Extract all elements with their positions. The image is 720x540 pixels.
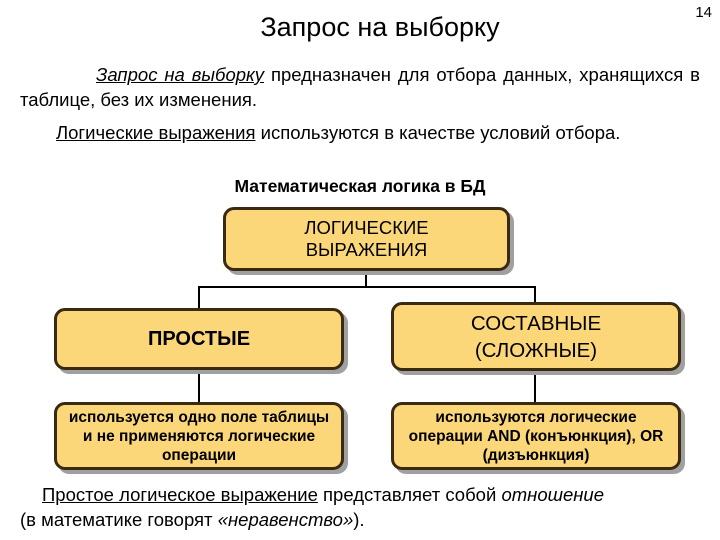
slide-number: 14 xyxy=(695,4,712,21)
node-compound-description-text: используются логические операции AND (конъюнкция), OR (дизъюнкция) xyxy=(408,408,664,464)
connector-compound-desc xyxy=(534,371,536,402)
connector-root-down xyxy=(365,271,367,287)
node-compound-description xyxy=(391,402,681,470)
node-root-line1: ЛОГИЧЕСКИЕ xyxy=(304,217,429,238)
paragraph3-text: представляет собой xyxy=(317,484,502,505)
paragraph-logical-expressions xyxy=(20,120,700,145)
node-compound-line2: (СЛОЖНЫЕ) xyxy=(474,338,598,362)
node-simple-description-text: используется одно поле таблицы и не применяются логические операции xyxy=(68,408,330,464)
paragraph3-line2-end: ). xyxy=(353,509,365,530)
page-title: Запрос на выборку xyxy=(260,12,500,42)
node-root-line2: ВЫРАЖЕНИЯ xyxy=(305,239,428,260)
term-select-query: Запрос на выборку xyxy=(96,64,265,85)
diagram-caption: Математическая логика в БД xyxy=(234,176,486,196)
paragraph-select-query xyxy=(20,62,700,112)
paragraph3-line2-start: (в математике говорят xyxy=(20,509,218,530)
paragraph-simple-expression xyxy=(20,482,700,532)
connector-simple-desc xyxy=(198,370,200,402)
connector-horizontal xyxy=(198,286,536,288)
term-inequality: «неравенство» xyxy=(217,509,354,530)
node-simple xyxy=(54,308,344,370)
connector-to-simple xyxy=(198,286,200,308)
paragraph1-text: предназначен для отбора данных, хранящихся в таблице, без их изменения. xyxy=(20,64,700,110)
term-logical-expressions: Логические выражения xyxy=(56,122,256,143)
term-relation: отношение xyxy=(501,484,605,505)
paragraph2-text: используются в качестве условий отбора. xyxy=(255,122,621,143)
node-simple-description xyxy=(54,402,344,470)
connector-to-compound xyxy=(534,286,536,302)
node-logical-expressions xyxy=(223,207,510,271)
term-simple-expression: Простое логическое выражение xyxy=(42,484,318,505)
node-compound-line1: СОСТАВНЫЕ xyxy=(470,311,602,335)
node-simple-label: ПРОСТЫЕ xyxy=(147,327,251,350)
node-compound xyxy=(391,302,681,371)
